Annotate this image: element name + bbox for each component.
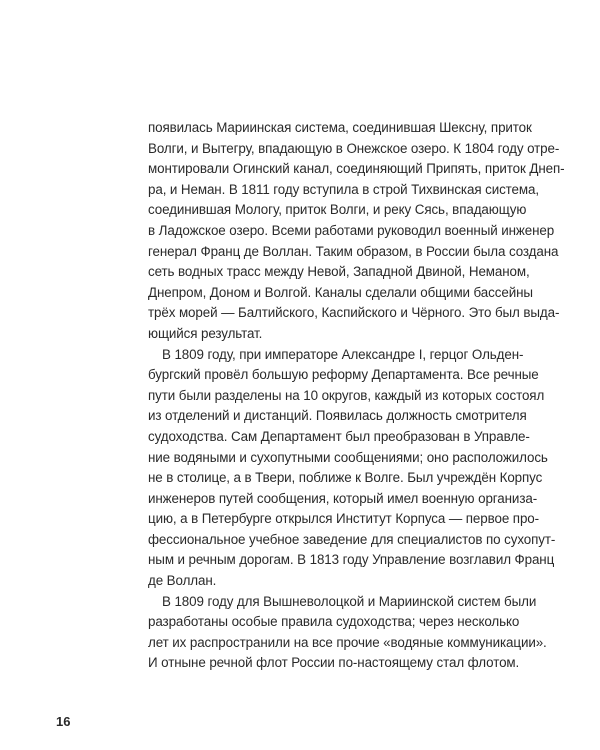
page-number: 16 bbox=[56, 714, 71, 729]
text-line: соединившая Мологу, приток Волги, и реку Сясь, впадающую bbox=[148, 202, 527, 218]
text-line: судоходства. Сам Департамент был преобразован в Управле- bbox=[148, 428, 530, 444]
text-line: фессиональное учебное заведение для специалистов по сухопут- bbox=[148, 531, 556, 547]
body-text bbox=[148, 118, 565, 674]
text-line: Днепром, Доном и Волгой. Каналы сделали общими бассейны bbox=[148, 284, 533, 300]
text-line: ние водяными и сухопутными сообщениями; оно расположилось bbox=[148, 449, 548, 465]
paragraph-1 bbox=[148, 118, 565, 345]
text-line: инженеров путей сообщения, который имел военную организа- bbox=[148, 490, 538, 506]
text-line: ным и речным дорогам. В 1813 году Управление возглавил Франц bbox=[148, 552, 555, 568]
text-line: В 1809 году для Вышневолоцкой и Мариинской систем были bbox=[162, 593, 537, 609]
text-line: трёх морей — Балтийского, Каспийского и Чёрного. Это был выда- bbox=[148, 305, 560, 321]
text-line: лет их распространили на все прочие «водяные коммуникации». bbox=[148, 634, 547, 650]
text-line: Волги, и Вытегру, впадающую в Онежское озеро. К 1804 году отре- bbox=[148, 140, 560, 156]
text-line: монтировали Огинский канал, соединяющий Припять, приток Днеп- bbox=[148, 161, 565, 177]
text-line: появилась Мариинская система, соединившая Шексну, приток bbox=[148, 120, 532, 135]
paragraph-2 bbox=[148, 345, 556, 592]
text-line: из отделений и дистанций. Появилась должность смотрителя bbox=[148, 408, 527, 424]
text-line: пути были разделены на 10 округов, каждый из которых состоял bbox=[148, 387, 545, 403]
text-line: ющийся результат. bbox=[148, 325, 263, 341]
text-line: В 1809 году, при императоре Александре I, герцог Ольден- bbox=[162, 346, 524, 362]
text-line: не в столице, а в Твери, поближе к Волге. Был учреждён Корпус bbox=[148, 470, 543, 486]
paragraph-3 bbox=[148, 592, 547, 674]
text-line: де Воллан. bbox=[148, 573, 217, 589]
text-line: разработаны особые правила судоходства; через несколько bbox=[148, 614, 520, 630]
text-line: цию, а в Петербурге открылся Институт Корпуса — первое про- bbox=[148, 511, 540, 527]
text-line: И отныне речной флот России по-настоящему стал флотом. bbox=[148, 655, 520, 671]
text-line: генерал Франц де Воллан. Таким образом, в России была создана bbox=[148, 243, 559, 259]
text-line: сеть водных трасс между Невой, Западной Двиной, Неманом, bbox=[148, 264, 530, 280]
text-line: ра, и Неман. В 1811 году вступила в строй Тихвинская система, bbox=[148, 181, 539, 197]
text-line: бургский провёл большую реформу Департамента. Все речные bbox=[148, 367, 539, 383]
text-line: в Ладожское озеро. Всеми работами руководил военный инженер bbox=[148, 222, 555, 238]
